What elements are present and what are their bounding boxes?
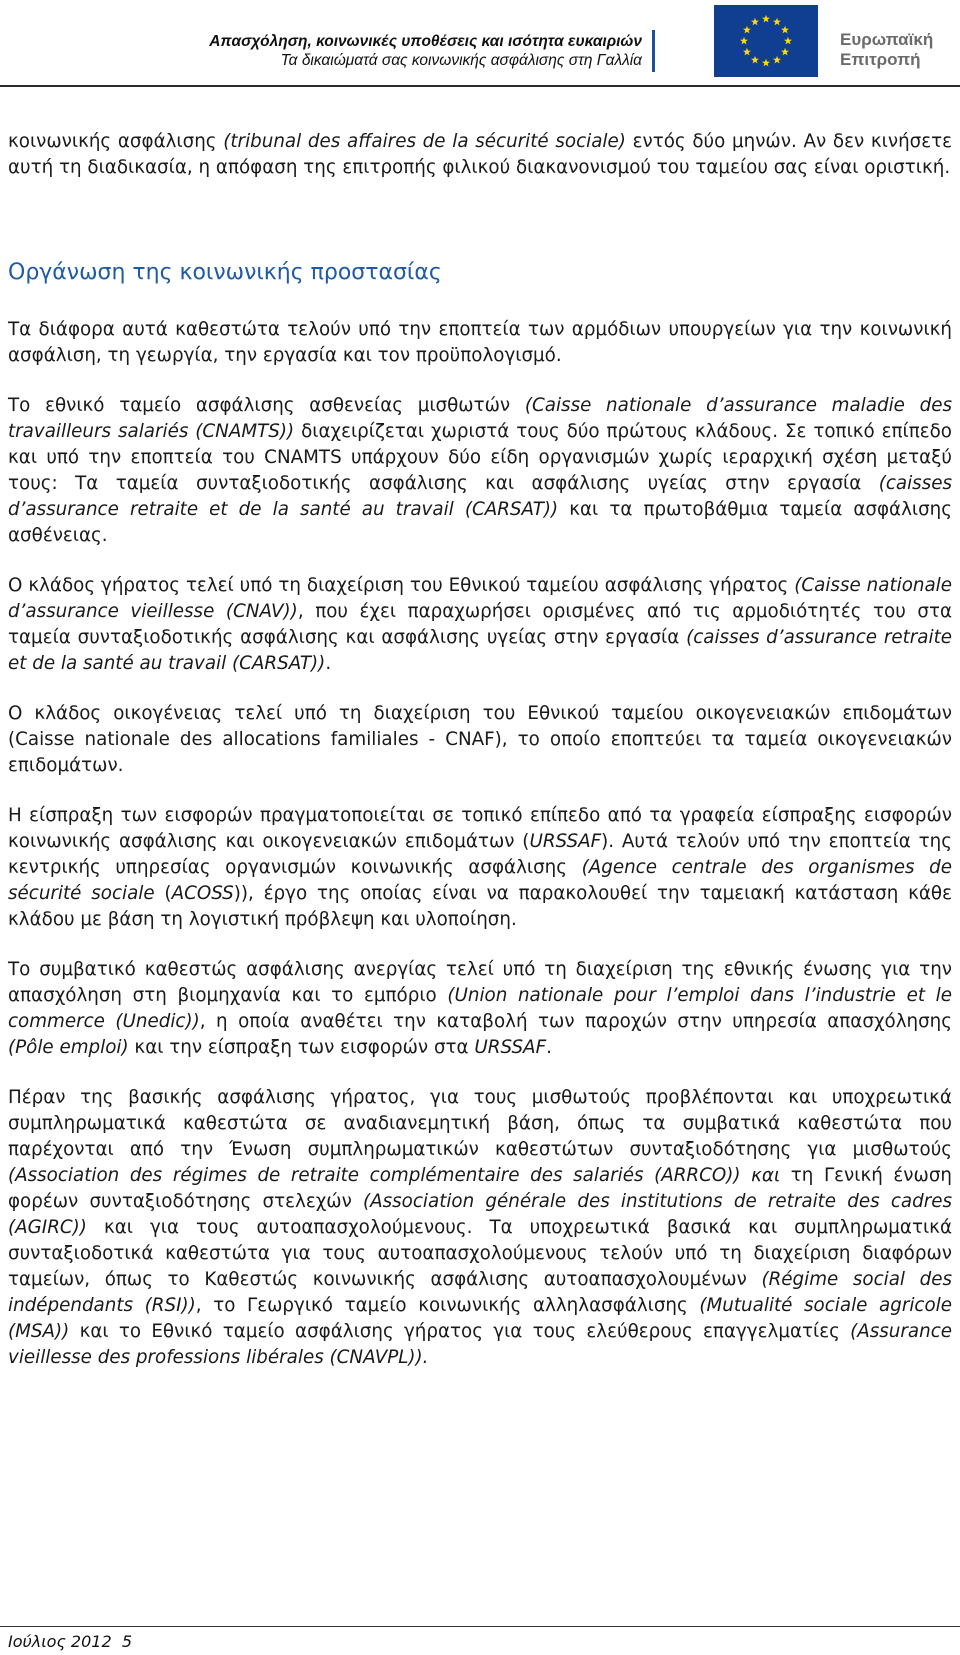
organization-name-line1: Ευρωπαϊκή bbox=[840, 30, 934, 49]
paragraph-cnav: Ο κλάδος γήρατος τελεί υπό τη διαχείριση του Εθνικού ταμείου ασφάλισης γήρατος (Caisse nationale d’assurance vieillesse (CNAV)), που έχει παραχωρήσει ορισμένες από τις αρμοδιότητές του στα ταμεία συνταξιοδοτικής ασφάλισης και ασφάλισης υγείας στην εργασία (caisses d’assurance retraite et de la santé au travail (CARSAT)). bbox=[8, 575, 952, 674]
footer-date: Ιούλιος 2012 bbox=[8, 1632, 112, 1651]
paragraph-cnaf: Ο κλάδος οικογένειας τελεί υπό τη διαχείριση του Εθνικού ταμείου οικογενειακών επιδομάτων (Caisse nationale des allocations familiales - CNAF), το οποίο εποπτεύει τα ταμεία οικογενειακών επιδομάτων. bbox=[8, 703, 952, 776]
header-subtitle: Τα δικαιώματά σας κοινωνικής ασφάλισης στη Γαλλία bbox=[280, 52, 642, 69]
page-header bbox=[0, 0, 960, 88]
page-footer bbox=[8, 1632, 132, 1651]
section-heading: Οργάνωση της κοινωνικής προστασίας bbox=[8, 260, 442, 285]
header-divider bbox=[652, 30, 655, 72]
eu-flag-icon bbox=[714, 5, 818, 77]
header-rule bbox=[0, 85, 960, 87]
page-number: 5 bbox=[121, 1632, 132, 1651]
header-title: Απασχόληση, κοινωνικές υποθέσεις και ισότητα ευκαιριών bbox=[209, 33, 642, 50]
document-body bbox=[8, 129, 952, 1371]
organization-name-line2: Επιτροπή bbox=[840, 50, 921, 69]
paragraph-complementary-pensions: Πέραν της βασικής ασφάλισης γήρατος, για τους μισθωτούς προβλέπονται και υποχρεωτικά συμπληρωματικά καθεστώτα σε αναδιανεμητική βάση, όπως τα συμβατικά καθεστώτα που παρέχονται από την Ένωση συμπληρωματικών καθεστώτων συνταξιοδότησης για μισθωτούς (Association des régimes de retraite complémentaire des salariés (ARRCO)) και τη Γενική ένωση φορέων συνταξιοδότησης στελεχών (Association générale des institutions de retraite des cadres (AGIRC)) και για τους αυτοαπασχολούμενους. Τα υποχρεωτικά βασικά και συμπληρωματικά συνταξιοδοτικά καθεστώτα για τους αυτοαπασχολούμενους τελούν υπό τη διαχείριση διαφόρων ταμείων, όπως το Καθεστώς κοινωνικής ασφάλισης αυτοαπασχολουμένων (Régime social des indépendants (RSI)), το Γεωργικό ταμείο κοινωνικής αλληλασφάλισης (Mutualité sociale agricole (MSA)) και το Εθνικό ταμείο ασφάλισης γήρατος για τους ελεύθερους επαγγελματίες (Assurance vieillesse des professions libérales (CNAVPL)). bbox=[8, 1087, 952, 1368]
intro-paragraph: κοινωνικής ασφάλισης (tribunal des affaires de la sécurité sociale) εντός δύο μηνών. Αν δεν κινήσετε αυτή τη διαδικασία, η απόφαση της επιτροπής φιλικού διακανονισμού του ταμείου σας είναι οριστική. bbox=[8, 131, 953, 178]
paragraph-supervision: Τα διάφορα αυτά καθεστώτα τελούν υπό την εποπτεία των αρμόδιων υπουργείων για την κοινωνική ασφάλιση, τη γεωργία, την εργασία και τον προϋπολογισμό. bbox=[8, 319, 952, 366]
paragraph-urssaf: Η είσπραξη των εισφορών πραγματοποιείται σε τοπικό επίπεδο από τα γραφεία είσπραξης εισφορών κοινωνικής ασφάλισης και οικογενειακών επιδομάτων (URSSAF). Αυτά τελούν υπό την εποπτεία της κεντρικής υπηρεσίας οργανισμών κοινωνικής ασφάλισης (Agence centrale des organismes de sécurité sociale (ACOSS)), έργο της οποίας είναι να παρακολουθεί την ταμειακή κατάσταση κάθε κλάδου με βάση τη λογιστική πρόβλεψη και υλοποίηση. bbox=[8, 805, 952, 930]
organization-name bbox=[840, 30, 933, 70]
paragraph-unedic: Το συμβατικό καθεστώς ασφάλισης ανεργίας τελεί υπό τη διαχείριση της εθνικής ένωσης για την απασχόληση στη βιομηχανία και το εμπόριο (Union nationale pour l’emploi dans l’industrie et le commerce (Unedic)), η οποία αναθέτει την καταβολή των παροχών στην υπηρεσία απασχόλησης (Pôle emploi) και την είσπραξη των εισφορών στα URSSAF. bbox=[8, 959, 952, 1058]
header-text bbox=[209, 32, 642, 70]
paragraph-cnamts: Το εθνικό ταμείο ασφάλισης ασθενείας μισθωτών (Caisse nationale d’assurance maladie des travailleurs salariés (CNAMTS)) διαχειρίζεται χωριστά τους δύο πρώτους κλάδους. Σε τοπικό επίπεδο και υπό την εποπτεία του CNAMTS υπάρχουν δύο είδη οργανισμών χωρίς ιεραρχική σχέση μεταξύ τους: Τα ταμεία συνταξιοδοτικής ασφάλισης και ασφάλισης υγείας στην εργασία (caisses d’assurance retraite et de la santé au travail (CARSAT)) και τα πρωτοβάθμια ταμεία ασφάλισης ασθένειας. bbox=[8, 395, 952, 546]
footer-rule bbox=[0, 1626, 960, 1627]
